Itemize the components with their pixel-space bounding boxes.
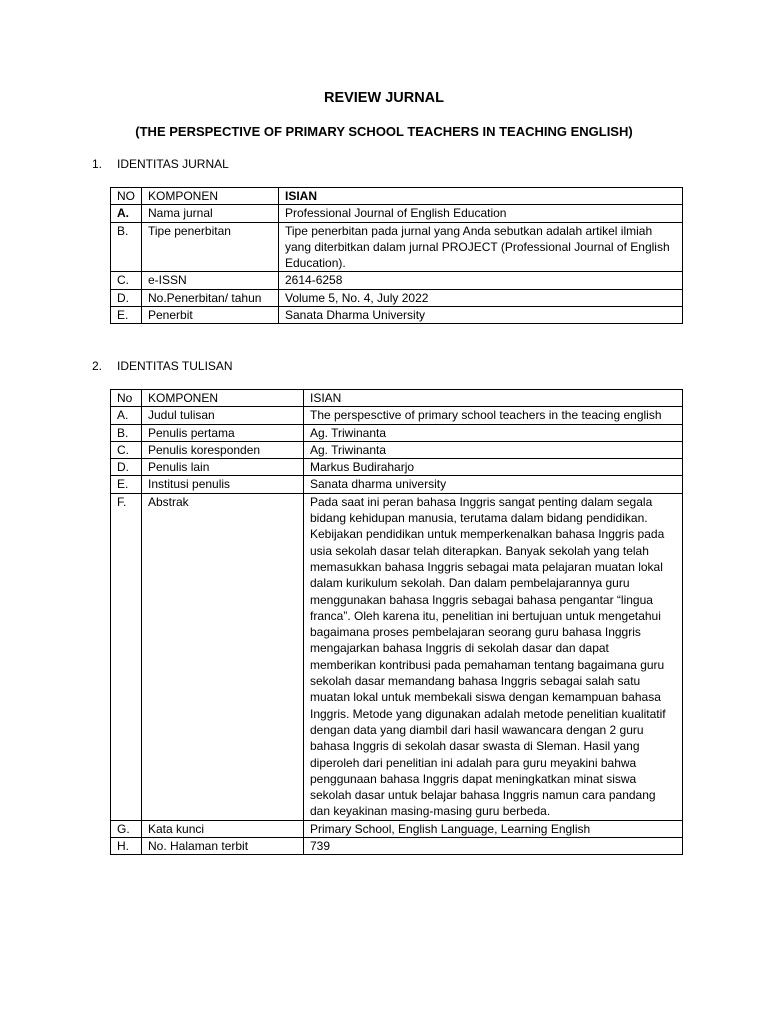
row-no: D. xyxy=(111,459,142,476)
table-header-row xyxy=(111,390,683,407)
header-komponen: KOMPONEN xyxy=(142,390,304,407)
header-isian: ISIAN xyxy=(304,390,683,407)
table-row xyxy=(111,307,683,324)
header-komponen: KOMPONEN xyxy=(142,188,279,205)
table-row xyxy=(111,493,683,820)
document-subtitle: (THE PERSPECTIVE OF PRIMARY SCHOOL TEACHERS IN TEACHING ENGLISH) xyxy=(135,124,633,139)
section-2-title: IDENTITAS TULISAN xyxy=(117,359,233,373)
row-komponen: Penulis pertama xyxy=(142,424,304,441)
row-komponen: Institusi penulis xyxy=(142,476,304,493)
row-isian: The perspesctive of primary school teachers in the teacing english xyxy=(304,407,683,424)
row-isian: Markus Budiraharjo xyxy=(304,459,683,476)
row-komponen: Nama jurnal xyxy=(142,205,279,222)
section-1-number: 1. xyxy=(92,157,103,171)
row-no: D. xyxy=(111,289,142,306)
table-row xyxy=(111,476,683,493)
section-1-title: IDENTITAS JURNAL xyxy=(117,157,229,171)
row-isian: Sanata dharma university xyxy=(304,476,683,493)
row-komponen: No.Penerbitan/ tahun xyxy=(142,289,279,306)
row-komponen: Tipe penerbitan xyxy=(142,222,279,272)
row-isian: Ag. Triwinanta xyxy=(304,441,683,458)
row-isian: Volume 5, No. 4, July 2022 xyxy=(279,289,683,306)
row-komponen: No. Halaman terbit xyxy=(142,838,304,855)
row-komponen: Penulis lain xyxy=(142,459,304,476)
header-no: No xyxy=(111,390,142,407)
section-2-number: 2. xyxy=(92,359,103,373)
row-komponen: Judul tulisan xyxy=(142,407,304,424)
row-no: G. xyxy=(111,820,142,837)
row-no: C. xyxy=(111,441,142,458)
table-row xyxy=(111,838,683,855)
header-no: NO xyxy=(111,188,142,205)
row-isian: 739 xyxy=(304,838,683,855)
row-no: H. xyxy=(111,838,142,855)
row-isian: Sanata Dharma University xyxy=(279,307,683,324)
table-row xyxy=(111,424,683,441)
table-row xyxy=(111,459,683,476)
row-no: F. xyxy=(111,493,142,820)
table-header-row xyxy=(111,188,683,205)
row-isian: Tipe penerbitan pada jurnal yang Anda sebutkan adalah artikel ilmiah yang diterbitkan dalam jurnal PROJECT (Professional Journal of English Education). xyxy=(279,222,683,272)
row-isian: Professional Journal of English Education xyxy=(279,205,683,222)
table-row xyxy=(111,222,683,272)
journal-identity-table xyxy=(110,187,683,324)
row-no: C. xyxy=(111,272,142,289)
writing-identity-table xyxy=(110,389,683,855)
row-komponen: Penerbit xyxy=(142,307,279,324)
row-no: A. xyxy=(111,205,142,222)
row-komponen: Abstrak xyxy=(142,493,304,820)
row-isian: Ag. Triwinanta xyxy=(304,424,683,441)
row-isian: Pada saat ini peran bahasa Inggris sangat penting dalam segala bidang kehidupan manusia, terutama dalam bidang pendidikan. Kebijakan pendidikan untuk memperkenalkan bahasa Inggris pada usia sekolah dasar telah diterapkan. Banyak sekolah yang telah memasukkan bahasa Inggris sebagai mata pelajaran muatan lokal dalam kurikulum sekolah. Dan dalam pembelajarannya guru menggunakan bahasa Inggris sebagai bahasa pengantar “lingua franca”. Oleh karena itu, penelitian ini bertujuan untuk mengetahui bagaimana proses pembelajaran seorang guru bahasa Inggris mengajarkan bahasa Inggris di sekolah dasar dan dapat memberikan kontribusi pada pemahaman tentang bagaimana guru sekolah dasar memandang bahasa Inggris sebagai salah satu muatan lokal untuk membekali siswa dengan kemampuan bahasa Inggris. Metode yang digunakan adalah metode penelitian kualitatif dengan data yang diambil dari hasil wawancara dengan 2 guru bahasa Inggris di sekolah dasar swasta di Sleman. Hasil yang diperoleh dari penelitian ini adalah para guru meyakini bahwa penggunaan bahasa Inggris dapat meningkatkan minat siswa sekolah dasar untuk belajar bahasa Inggris namun cara pandang dan keyakinan masing-masing guru berbeda. xyxy=(304,493,683,820)
row-no: E. xyxy=(111,307,142,324)
table-row xyxy=(111,272,683,289)
table-row xyxy=(111,441,683,458)
document-title: REVIEW JURNAL xyxy=(323,90,445,106)
row-komponen: Kata kunci xyxy=(142,820,304,837)
row-no: E. xyxy=(111,476,142,493)
row-isian: 2614-6258 xyxy=(279,272,683,289)
header-isian: ISIAN xyxy=(279,188,683,205)
row-komponen: Penulis koresponden xyxy=(142,441,304,458)
row-komponen: e-ISSN xyxy=(142,272,279,289)
row-no: B. xyxy=(111,424,142,441)
row-no: B. xyxy=(111,222,142,272)
table-row xyxy=(111,407,683,424)
table-row xyxy=(111,820,683,837)
row-no: A. xyxy=(111,407,142,424)
table-row xyxy=(111,289,683,306)
row-isian: Primary School, English Language, Learning English xyxy=(304,820,683,837)
table-row xyxy=(111,205,683,222)
section-1-heading xyxy=(92,156,229,172)
section-2-heading xyxy=(92,358,233,374)
